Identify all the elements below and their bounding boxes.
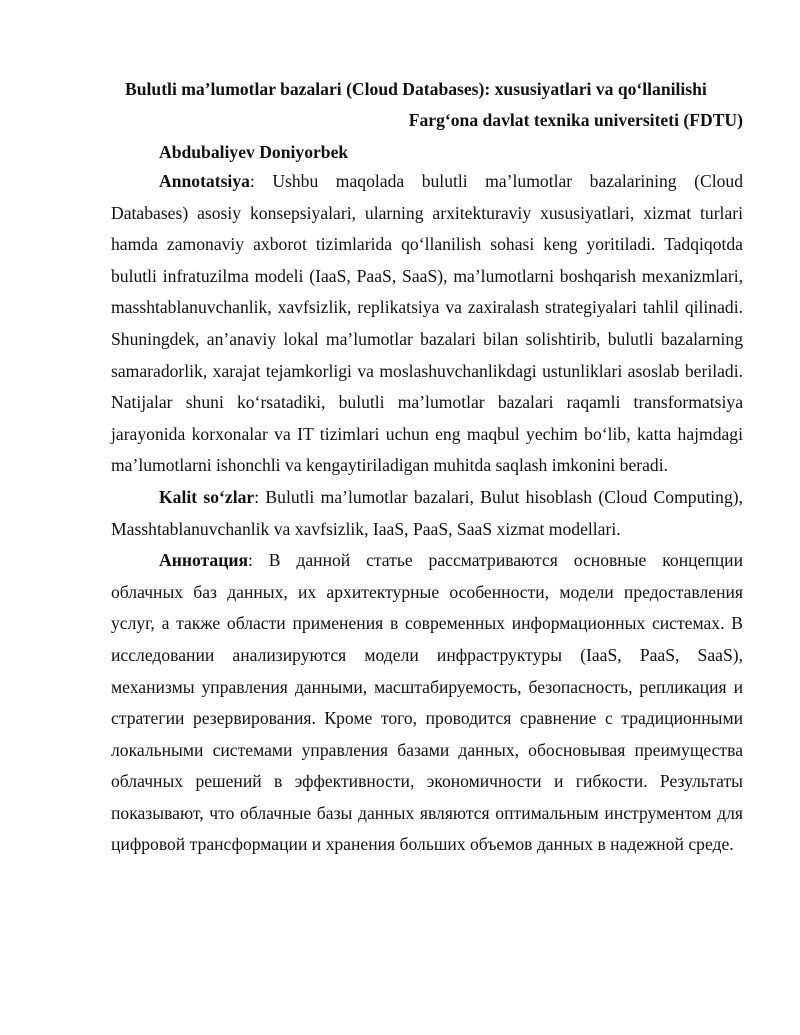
abstract-ru-label: Аннотация bbox=[159, 550, 248, 571]
abstract-uz bbox=[111, 166, 743, 482]
keywords-uz bbox=[111, 482, 743, 545]
abstract-ru bbox=[111, 545, 743, 861]
affiliation: Farg‘ona davlat texnika universiteti (FDTU) bbox=[408, 110, 743, 130]
author-name: Abdubaliyev Doniyorbek bbox=[159, 142, 349, 162]
article-title bbox=[111, 78, 743, 131]
keywords-uz-label: Kalit so‘zlar bbox=[159, 486, 255, 507]
abstract-uz-label: Annotatsiya bbox=[159, 171, 250, 191]
abstract-ru-text: : В данной статье рассматриваются основные концепции облачных баз данных, их архитектурные особенности, модели предоставления услуг, а также области применения в современных информационных системах. В исследовании анализируются модели инфраструктуры (IaaS, PaaS, SaaS), механизмы управления данными, масштабируемость, безопасность, репликация и стратегии резервирования. Кроме того, проводится сравнение с традиционными локальными системами управления базами данных, обосновывая преимущества облачных решений в эффективности, экономичности и гибкости. Результаты показывают, что облачные базы данных являются оптимальным инструментом для цифровой трансформации и хранения больших объемов данных в надежной среде. bbox=[111, 550, 743, 855]
title-line-main: Bulutli ma’lumotlar bazalari (Cloud Databases): xususiyatlari va qo‘llanilishi bbox=[125, 79, 707, 99]
keywords-uz-text: : Bulutli ma’lumotlar bazalari, Bulut hisoblash (Cloud Computing), Masshtablanuvchanlik va xavfsizlik, IaaS, PaaS, SaaS xizmat modellari. bbox=[111, 486, 743, 539]
abstract-uz-text: : Ushbu maqolada bulutli ma’lumotlar bazalarining (Cloud Databases) asosiy konsepsiyalari, ularning arxitekturaviy xususiyatlari, xizmat turlari hamda zamonaviy axborot tizimlarida qo‘llanilish sohasi keng yoritiladi. Tadqiqotda bulutli infratuzilma modeli (IaaS, PaaS, SaaS), ma’lumotlarni boshqarish mexanizmlari, masshtablanuvchanlik, xavfsizlik, replikatsiya va zaxiralash strategiyalari tahlil qilinadi. Shuningdek, an’anaviy lokal ma’lumotlar bazalari bilan solishtirib, bulutli bazalarning samaradorlik, xarajat tejamkorligi va moslashuvchanlikdagi ustunliklari asoslab beriladi. Natijalar shuni ko‘rsatadiki, bulutli ma’lumotlar bazalari raqamli transformatsiya jarayonida korxonalar va IT tizimlari uchun eng maqbul yechim bo‘lib, katta hajmdagi ma’lumotlarni ishonchli va kengaytiriladigan muhitda saqlash imkonini beradi. bbox=[111, 171, 743, 476]
